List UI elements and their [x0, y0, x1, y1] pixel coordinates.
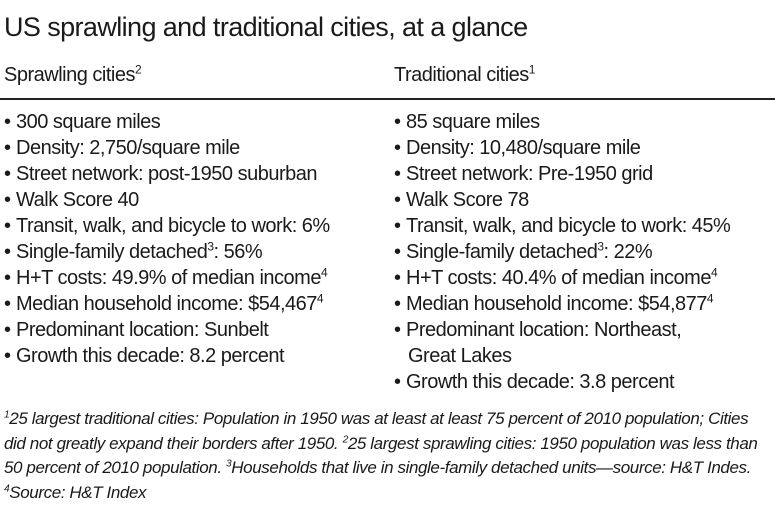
- traditional-walk-score: Walk Score 78: [406, 189, 529, 211]
- sprawling-facts-list: [4, 109, 384, 369]
- bullet-icon: •: [4, 137, 11, 159]
- sprawling-walk-score: Walk Score 40: [16, 189, 139, 211]
- sprawling-column-heading: [4, 64, 141, 87]
- bullet-icon: •: [394, 111, 401, 133]
- header-divider: [0, 98, 775, 100]
- footnotes: [4, 407, 764, 505]
- bullet-icon: •: [4, 267, 11, 289]
- sprawling-single-family-label: Single-family detached: [16, 241, 208, 263]
- list-item: [4, 213, 384, 239]
- page-title: US sprawling and traditional cities, at a glance: [4, 12, 528, 42]
- bullet-icon: •: [4, 111, 11, 133]
- traditional-facts-list: [394, 109, 774, 395]
- traditional-location-line2: Great Lakes: [408, 345, 512, 367]
- sprawling-ht-costs: H+T costs: 49.9% of median income: [16, 267, 321, 289]
- footnote-ref: 4: [706, 291, 714, 306]
- footnote-2-text: 25 largest sprawling cities: 1950 population was less than 50 percent of 2010 population.: [4, 433, 758, 477]
- sprawling-single-family-value: : 56%: [213, 241, 263, 263]
- traditional-street-network: Street network: Pre-1950 grid: [406, 163, 653, 185]
- list-item: [394, 109, 774, 135]
- footnote-1-marker: 1: [4, 409, 10, 421]
- footnote-ref: 4: [320, 265, 328, 280]
- footnote-ref: 4: [710, 265, 718, 280]
- footnote-ref: 4: [316, 291, 324, 306]
- list-item: [394, 369, 774, 395]
- list-item: [4, 265, 384, 291]
- footnote-4-marker: 4: [4, 482, 10, 494]
- bullet-icon: •: [394, 137, 401, 159]
- list-item: [394, 161, 774, 187]
- sprawling-location: Predominant location: Sunbelt: [16, 319, 269, 341]
- bullet-icon: •: [394, 215, 401, 237]
- footnote-ref: 3: [597, 239, 604, 254]
- list-item: [394, 265, 774, 291]
- list-item: [4, 239, 384, 265]
- list-item: [394, 239, 774, 265]
- footnote-4-text: Source: H&T Index: [9, 482, 147, 502]
- list-item: [4, 135, 384, 161]
- traditional-transit: Transit, walk, and bicycle to work: 45%: [406, 215, 731, 237]
- bullet-icon: •: [4, 189, 11, 211]
- bullet-icon: •: [394, 267, 401, 289]
- bullet-icon: •: [394, 371, 401, 393]
- list-item: [394, 213, 774, 239]
- list-item: [4, 109, 384, 135]
- sprawling-street-network: Street network: post-1950 suburban: [16, 163, 317, 185]
- sprawling-heading-footnote-ref: 2: [134, 62, 142, 77]
- list-item: [4, 161, 384, 187]
- bullet-icon: •: [4, 241, 11, 263]
- traditional-ht-costs: H+T costs: 40.4% of median income: [406, 267, 711, 289]
- bullet-icon: •: [4, 319, 11, 341]
- bullet-icon: •: [394, 241, 401, 263]
- sprawling-transit: Transit, walk, and bicycle to work: 6%: [16, 215, 330, 237]
- list-item: [4, 343, 384, 369]
- list-item: [394, 187, 774, 213]
- bullet-icon: •: [394, 319, 401, 341]
- bullet-icon: •: [394, 189, 401, 211]
- traditional-area: 85 square miles: [406, 111, 540, 133]
- sprawling-income: Median household income: $54,467: [16, 293, 317, 315]
- footnote-3-text: Households that live in single-family detached units—source: H&T Indes.: [231, 458, 751, 477]
- bullet-icon: •: [4, 345, 11, 367]
- traditional-heading-text: Traditional cities: [394, 64, 529, 86]
- list-item: [4, 317, 384, 343]
- sprawling-growth: Growth this decade: 8.2 percent: [16, 345, 284, 367]
- list-item: [4, 291, 384, 317]
- sprawling-area: 300 square miles: [16, 111, 161, 133]
- traditional-location-line1: Predominant location: Northeast,: [406, 319, 682, 341]
- footnote-3-marker: 3: [226, 458, 232, 470]
- traditional-heading-footnote-ref: 1: [528, 62, 535, 77]
- footnote-1-text: 25 largest traditional cities: Population in 1950 was at least at least 75 percent of 2010 population; Cities did not greatly expand their borders after 1950.: [4, 409, 749, 453]
- traditional-income: Median household income: $54,877: [406, 293, 707, 315]
- sprawling-density: Density: 2,750/square mile: [16, 137, 240, 159]
- traditional-growth: Growth this decade: 3.8 percent: [406, 371, 674, 393]
- list-item: [394, 135, 774, 161]
- list-item: [4, 187, 384, 213]
- bullet-icon: •: [4, 163, 11, 185]
- traditional-single-family-label: Single-family detached: [406, 241, 598, 263]
- sprawling-heading-text: Sprawling cities: [4, 64, 135, 86]
- footnote-2-marker: 2: [342, 433, 348, 445]
- list-item: [394, 317, 774, 369]
- list-item: [394, 291, 774, 317]
- bullet-icon: •: [394, 163, 401, 185]
- traditional-density: Density: 10,480/square mile: [406, 137, 641, 159]
- footnote-ref: 3: [207, 239, 214, 254]
- bullet-icon: •: [4, 293, 11, 315]
- bullet-icon: •: [4, 215, 11, 237]
- traditional-single-family-value: : 22%: [603, 241, 653, 263]
- traditional-column-heading: [394, 64, 535, 87]
- bullet-icon: •: [394, 293, 401, 315]
